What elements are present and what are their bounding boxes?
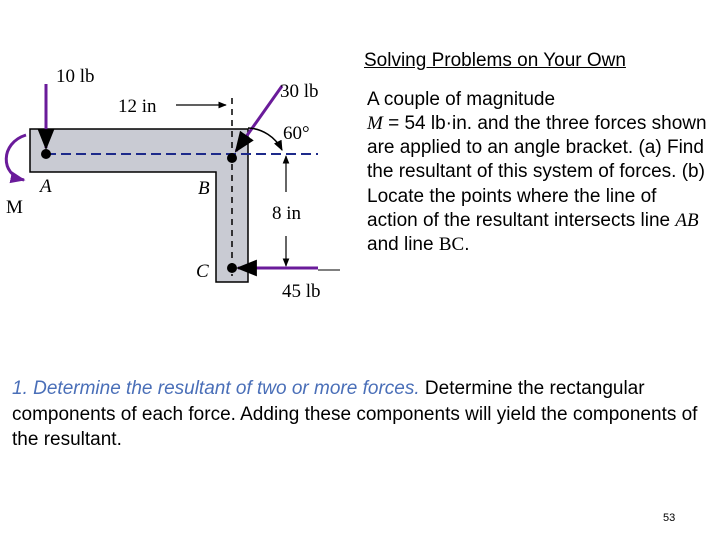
angle-bracket xyxy=(30,129,248,282)
label-c: C xyxy=(196,261,209,282)
slide-title: Solving Problems on Your Own xyxy=(364,50,626,71)
problem-text-4: . xyxy=(464,233,470,255)
point-b-dot xyxy=(227,153,237,163)
step-one-body: Determine the rectangular components of each force. Adding these components will yield the components of the resultant. xyxy=(12,378,698,451)
problem-text-2: = 54 lb·in. and the three forces shown are applied to an angle bracket. (a) Find the resultant of this system of forces. (b) Locate the points where the line of action of the resultant intersects line xyxy=(367,113,707,231)
label-30lb: 30 lb xyxy=(280,81,319,102)
step-one-lead: 1. Determine the resultant of two or more forces. xyxy=(12,378,420,399)
angle-bracket-diagram xyxy=(0,40,355,340)
problem-text-1: A couple of magnitude xyxy=(367,89,556,110)
point-a-dot xyxy=(41,149,51,159)
label-8in: 8 in xyxy=(272,203,302,224)
angle-60-arc xyxy=(248,128,282,150)
problem-text-3: and line xyxy=(367,233,439,255)
label-b: B xyxy=(198,178,210,199)
label-10lb: 10 lb xyxy=(56,66,95,87)
label-60deg: 60° xyxy=(283,123,310,144)
label-45lb: 45 lb xyxy=(282,281,321,302)
moment-symbol: M xyxy=(367,113,383,135)
line-ab-label: AB xyxy=(675,209,699,231)
label-a: A xyxy=(40,176,52,197)
step-one-text xyxy=(12,376,717,453)
page-number: 53 xyxy=(663,512,676,524)
line-bc-label: BC xyxy=(438,233,465,255)
moment-arc xyxy=(6,135,26,180)
point-c-dot xyxy=(227,263,237,273)
label-m: M xyxy=(6,197,23,218)
label-12in: 12 in xyxy=(118,96,157,117)
problem-statement xyxy=(367,88,712,257)
